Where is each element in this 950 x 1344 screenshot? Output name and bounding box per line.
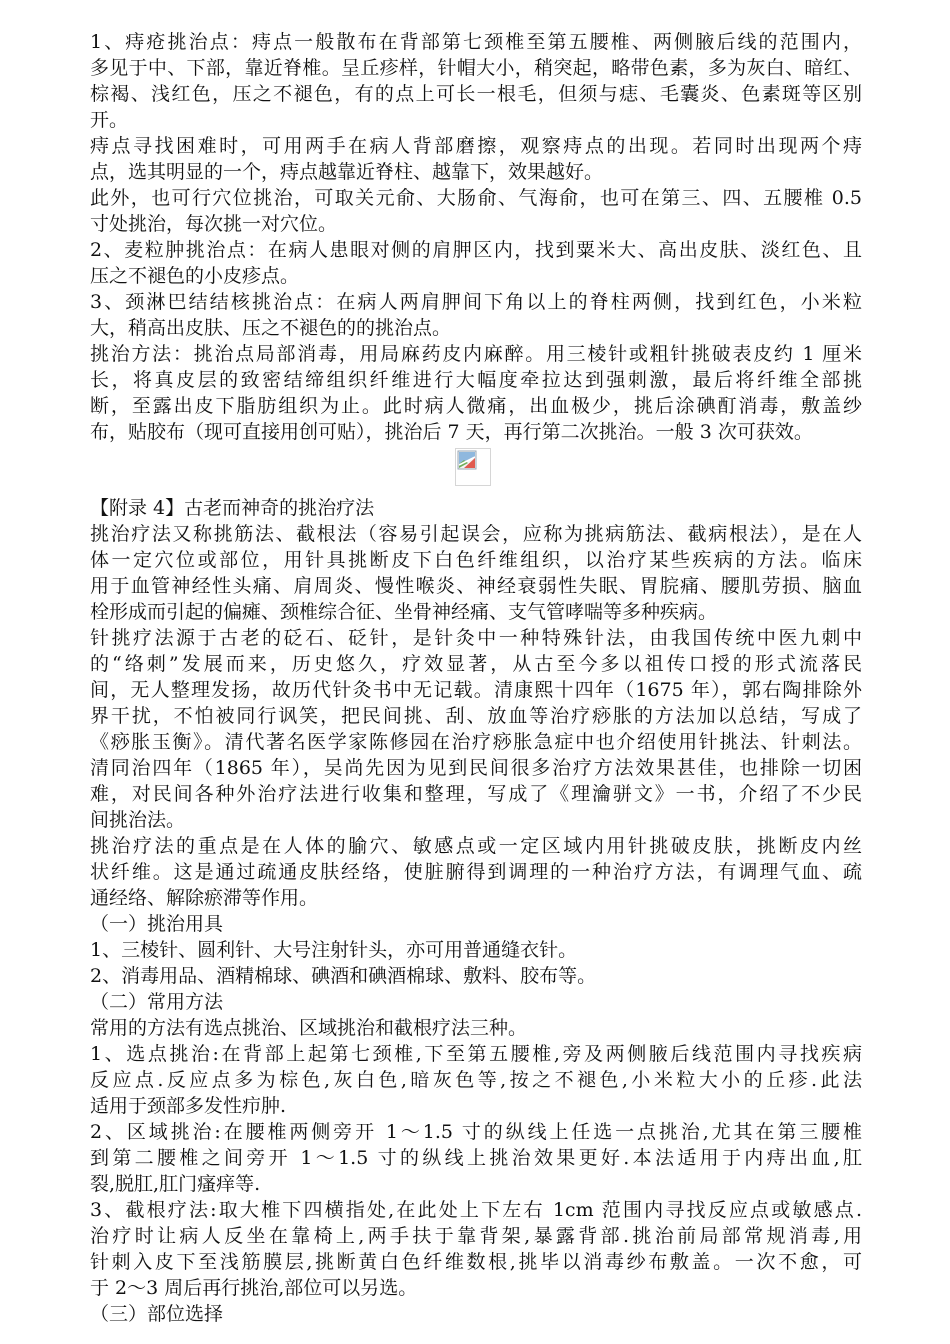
text-line: 反应点.反应点多为棕色,灰白色,暗灰色等,按之不褪色,小米粒大小的丘疹.此法	[90, 1069, 862, 1091]
paragraph	[90, 937, 862, 963]
text-line: 此外，也可行穴位挑治，可取关元俞、大肠俞、气海俞，也可在第三、四、五腰椎 0.5	[90, 187, 862, 209]
paragraph	[90, 1015, 862, 1041]
broken-image-placeholder	[455, 448, 491, 486]
paragraph	[90, 185, 862, 237]
text-line: 寸处挑治，每次挑一对穴位。	[90, 213, 338, 235]
section-heading	[90, 989, 862, 1015]
paragraph	[90, 625, 862, 833]
text-line: 长，将真皮层的致密结缔组织纤维进行大幅度牵拉达到强刺激，最后将纤维全部挑	[90, 369, 862, 391]
text-line: 挑治方法：挑治点局部消毒，用局麻药皮内麻醉。用三棱针或粗针挑破表皮约 1 厘米	[90, 343, 862, 365]
text-line: 1、三棱针、圆利针、大号注射针头，亦可用普通缝衣针。	[90, 939, 578, 961]
text-line: 适用于颈部多发性疖肿.	[90, 1095, 287, 1117]
text-line: 痔点寻找困难时，可用两手在病人背部磨擦，观察痔点的出现。若同时出现两个痔	[90, 135, 862, 157]
paragraph	[90, 963, 862, 989]
text-line: 治疗时让病人反坐在靠椅上,两手扶于靠背架,暴露背部.挑治前局部常规消毒,用	[90, 1225, 862, 1247]
section-heading	[90, 1301, 862, 1327]
text-line: 体一定穴位或部位，用针具挑断皮下白色纤维组织，以治疗某些疾病的方法。临床	[90, 549, 862, 571]
paragraph	[90, 521, 862, 625]
text-line: 大，稍高出皮肤、压之不褪色的的挑治点。	[90, 317, 452, 339]
text-line: 栓形成而引起的偏瘫、颈椎综合征、坐骨神经痛、支气管哮喘等多种疾病。	[90, 601, 718, 623]
paragraph	[90, 289, 862, 341]
paragraph	[90, 237, 862, 289]
paragraph	[90, 133, 862, 185]
text-section-top	[90, 29, 862, 445]
text-line: 清同治四年（1865 年），吴尚先因为见到民间很多治疗方法效果甚佳，也排除一切困	[90, 757, 862, 779]
document-page	[90, 29, 862, 1327]
text-line: 开。	[90, 109, 129, 131]
text-line: 1、痔疮挑治点：痔点一般散布在背部第七颈椎至第五腰椎、两侧腋后线的范围内，	[90, 31, 862, 53]
text-line: 间，无人整理发扬，故历代针灸书中无记载。清康熙十四年（1675 年），郭右陶排除外	[90, 679, 862, 701]
paragraph	[90, 833, 862, 911]
text-line: 难，对民间各种外治疗法进行收集和整理，写成了《理瀹骈文》一书，介绍了不少民	[90, 783, 862, 805]
text-line: 3、颈淋巴结结核挑治点：在病人两肩胛间下角以上的脊柱两侧，找到红色，小米粒	[90, 291, 862, 313]
text-section-bottom	[90, 495, 862, 1327]
text-line: 用于血管神经性头痛、肩周炎、慢性喉炎、神经衰弱性失眠、胃脘痛、腰肌劳损、脑血	[90, 575, 862, 597]
paragraph	[90, 1119, 862, 1197]
text-line: 常用的方法有选点挑治、区域挑治和截根疗法三种。	[90, 1017, 528, 1039]
text-line: 2、消毒用品、酒精棉球、碘酒和碘酒棉球、敷料、胶布等。	[90, 965, 597, 987]
text-line: 界干扰，不怕被同行讽笑，把民间挑、刮、放血等治疗痧胀的方法加以总结，写成了	[90, 705, 862, 727]
section-heading-text: （一）挑治用具	[90, 913, 224, 935]
text-line: 断，至露出皮下脂肪组织为止。此时病人微痛，出血极少，挑后涂碘酊消毒，敷盖纱	[90, 395, 862, 417]
section-heading-text: （二）常用方法	[90, 991, 224, 1013]
appendix-heading	[90, 495, 862, 521]
appendix-heading-text: 【附录 4】古老而神奇的挑治疗法	[90, 497, 375, 519]
text-line: 间挑治法。	[90, 809, 186, 831]
text-line: 到第二腰椎之间旁开 1～1.5 寸的纵线上挑治效果更好.本法适用于内痔出血,肛	[90, 1147, 862, 1169]
text-line: 1、选点挑治:在背部上起第七颈椎,下至第五腰椎,旁及两侧腋后线范围内寻找疾病	[90, 1043, 862, 1065]
text-line: 针刺入皮下至浅筋膜层,挑断黄白色纤维数根,挑毕以消毒纱布敷盖。一次不愈，可	[90, 1251, 862, 1273]
text-line: 2、区域挑治:在腰椎两侧旁开 1～1.5 寸的纵线上任选一点挑治,尤其在第三腰椎	[90, 1121, 862, 1143]
section-heading-text: （三）部位选择	[90, 1303, 224, 1325]
text-line: 压之不褪色的小皮疹点。	[90, 265, 300, 287]
paragraph	[90, 341, 862, 445]
text-line: 点，选其明显的一个，痔点越靠近脊柱、越靠下，效果越好。	[90, 161, 604, 183]
text-line: 状纤维。这是通过疏通皮肤经络，使脏腑得到调理的一种治疗方法，有调理气血、疏	[90, 861, 862, 883]
broken-image-icon	[455, 448, 491, 486]
text-line: 的“络刺”发展而来，历史悠久，疗效显著，从古至今多以祖传口授的形式流落民	[90, 653, 862, 675]
text-line: 于 2～3 周后再行挑治,部位可以另选。	[90, 1277, 418, 1299]
text-line: 2、麦粒肿挑治点：在病人患眼对侧的肩胛区内，找到粟米大、高出皮肤、淡红色、且	[90, 239, 862, 261]
text-line: 通经络、解除瘀滞等作用。	[90, 887, 319, 909]
text-line: 针挑疗法源于古老的砭石、砭针，是针灸中一种特殊针法，由我国传统中医九刺中	[90, 627, 862, 649]
text-line: 多见于中、下部，靠近脊椎。呈丘疹样，针帽大小，稍突起，略带色素，多为灰白、暗红、	[90, 57, 862, 79]
paragraph	[90, 1041, 862, 1119]
text-line: 3、截根疗法:取大椎下四横指处,在此处上下左右 1cm 范围内寻找反应点或敏感点.	[90, 1199, 862, 1221]
text-line: 挑治疗法的重点是在人体的腧穴、敏感点或一定区域内用针挑破皮肤，挑断皮内丝	[90, 835, 862, 857]
text-line: 《痧胀玉衡》。清代著名医学家陈修园在治疗痧胀急症中也介绍使用针挑法、针刺法。	[90, 731, 862, 753]
section-heading	[90, 911, 862, 937]
paragraph	[90, 29, 862, 133]
text-line: 布，贴胶布（现可直接用创可贴），挑治后 7 天，再行第二次挑治。一般 3 次可获效。	[90, 421, 813, 443]
text-line: 棕褐、浅红色，压之不褪色，有的点上可长一根毛，但须与痣、毛囊炎、色素斑等区别	[90, 83, 862, 105]
text-line: 挑治疗法又称挑筋法、截根法（容易引起误会，应称为挑病筋法、截病根法），是在人	[90, 523, 862, 545]
text-line: 裂,脱肛,肛门瘙痒等.	[90, 1173, 261, 1195]
paragraph	[90, 1197, 862, 1301]
